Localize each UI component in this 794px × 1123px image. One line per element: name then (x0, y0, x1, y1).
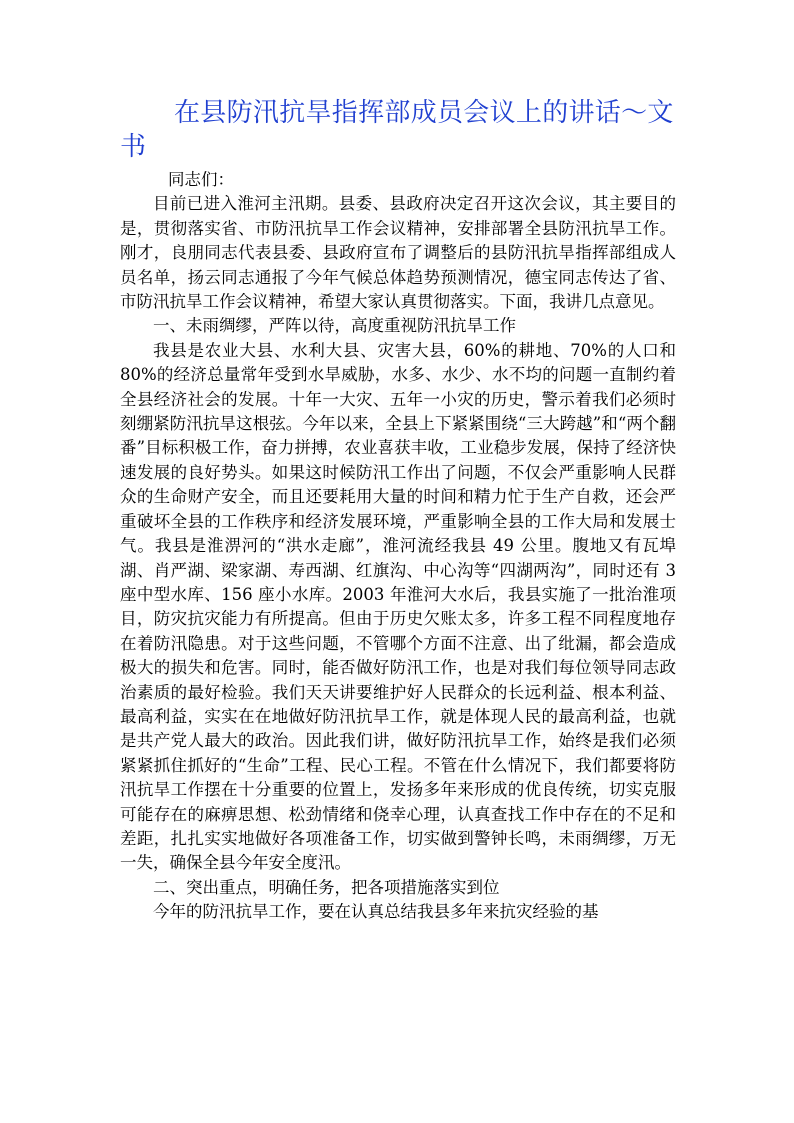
document-page (120, 96, 676, 925)
paragraph-intro: 目前已进入淮河主汛期。县委、县政府决定召开这次会议，其主要目的是，贯彻落实省、市防汛抗旱工作会议精神，安排部署全县防汛抗旱工作。刚才，良朋同志代表县委、县政府宣布了调整后的县防汛抗旱指挥部组成人员名单，扬云同志通报了今年气候总体趋势预测情况，德宝同志传达了省、市防汛抗旱工作会议精神，希望大家认真贯彻落实。下面，我讲几点意见。 (120, 194, 676, 312)
document-title: 在县防汛抗旱指挥部成员会议上的讲话～文书 (120, 98, 674, 162)
paragraph-section-1: 我县是农业大县、水利大县、灾害大县，60%的耕地、70%的人口和80%的经济总量常年受到水旱威胁，水多、水少、水不均的问题一直制约着全县经济社会的发展。十年一大灾、五年一小灾的历史，警示着我们必须时刻绷紧防汛抗旱这根弦。今年以来，全县上下紧紧围绕“三大跨越”和“两个翻番”目标积极工作，奋力拼搏，农业喜获丰收，工业稳步发展，保持了经济快速发展的良好势头。如果这时候防汛工作出了问题，不仅会严重影响人民群众的生命财产安全，而且还要耗用大量的时间和精力忙于生产自救，还会严重破坏全县的工作秩序和经济发展环境，严重影响全县的工作大局和发展士气。我县是淮淠河的“洪水走廊”，淮河流经我县 49 公里。腹地又有瓦埠湖、肖严湖、梁家湖、寿西湖、红旗沟、中心沟等“四湖两沟”，同时还有 3 座中型水库、156 座小水库。2003 年淮河大水后，我县实施了一批治淮项目，防灾抗灾能力有所提高。但由于历史欠账太多，许多工程不同程度地存在着防汛隐患。对于这些问题，不管哪个方面不注意、出了纰漏，都会造成极大的损失和危害。同时，能否做好防汛工作，也是对我们每位领导同志政治素质的最好检验。我们天天讲要维护好人民群众的长远利益、根本利益、最高利益，实实在在地做好防汛抗旱工作，就是体现人民的最高利益，也就是共产党人最大的政治。因此我们讲，做好防汛抗旱工作，始终是我们必须紧紧抓住抓好的“生命”工程、民心工程。不管在什么情况下，我们都要将防汛抗旱工作摆在十分重要的位置上，发扬多年来形成的优良传统，切实克服可能存在的麻痹思想、松劲情绪和侥幸心理，认真查找工作中存在的不足和差距，扎扎实实地做好各项准备工作，切实做到警钟长鸣，未雨绸缪，万无一失，确保全县今年安全度汛。 (120, 340, 676, 873)
greeting: 同志们： (168, 170, 234, 189)
paragraph-section-2: 今年的防汛抗旱工作，要在认真总结我县多年来抗灾经验的基 (153, 902, 599, 922)
section-heading-1: 一、未雨绸缪，严阵以待，高度重视防汛抗旱工作 (153, 316, 516, 336)
section-heading-2: 二、突出重点，明确任务，把各项措施落实到位 (153, 877, 500, 897)
